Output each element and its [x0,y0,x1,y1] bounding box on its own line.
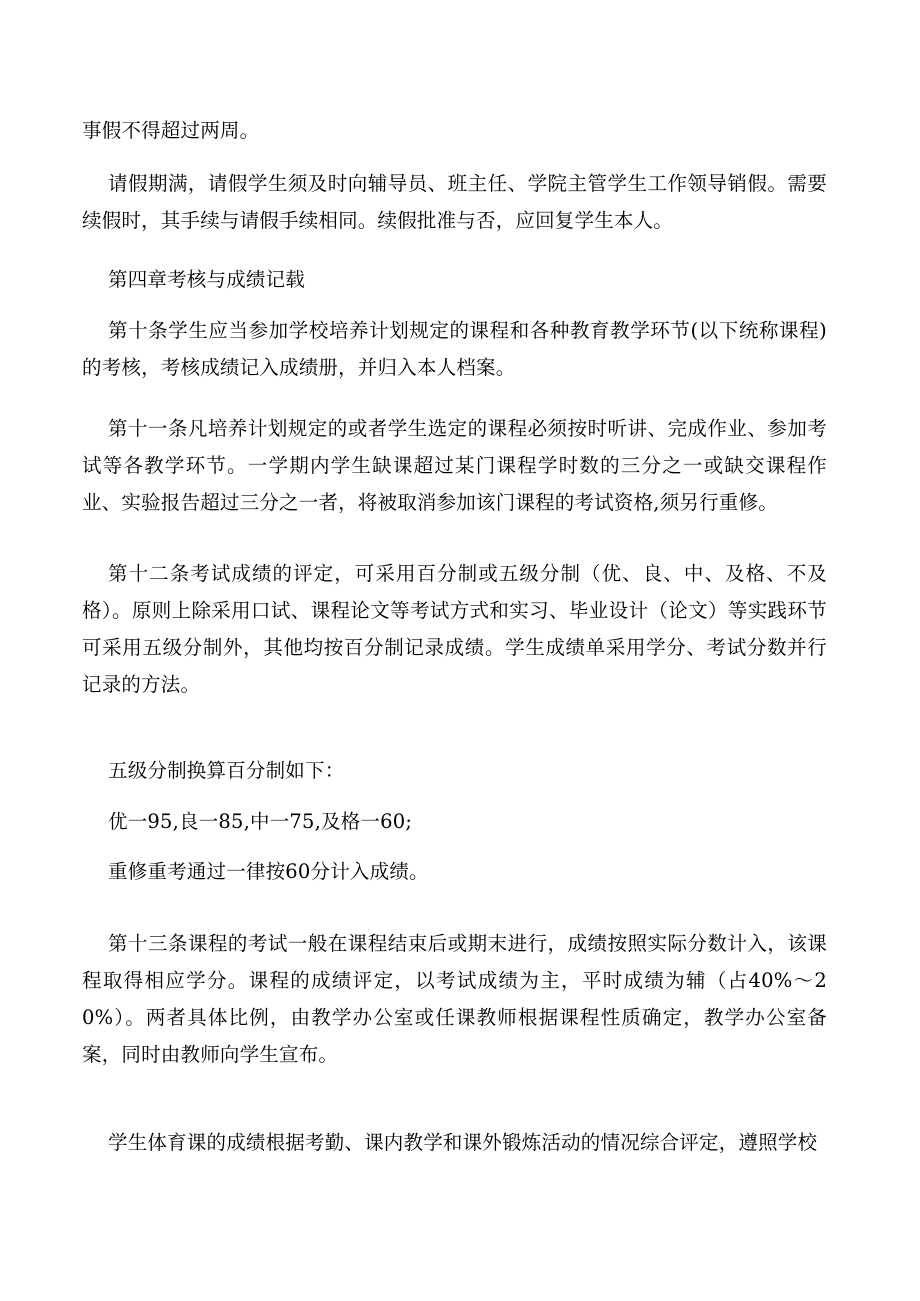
article-10: 第十条学生应当参加学校培养计划规定的课程和各种教育教学环节(以下统称课程)的考核，考核成绩记入成绩册，并归入本人档案。 [82,319,827,379]
grade-conversion-values: 优一95,良一85,中一75,及格一60; [108,810,413,833]
paragraph-leave-end: 请假期满，请假学生须及时向辅导员、班主任、学院主管学生工作领导销假。需要续假时，其手续与请假手续相同。续假批准与否，应回复学生本人。 [82,172,827,232]
article-11: 第十一条凡培养计划规定的或者学生选定的课程必须按时听讲、完成作业、参加考试等各教学环节。一学期内学生缺课超过某门课程学时数的三分之一或缺交课程作业、实验报告超过三分之一者，将被取消参加该门课程的考试资格,须另行重修。 [82,417,827,514]
article-13: 第十三条课程的考试一般在课程结束后或期末进行，成绩按照实际分数计入，该课程取得相应学分。课程的成绩评定，以考试成绩为主，平时成绩为辅（占40%～20%）。两者具体比例，由教学办公室或任课教师根据课程性质确定，教学办公室备案，同时由教师向学生宣布。 [82,932,827,1066]
pe-grade-paragraph: 学生体育课的成绩根据考勤、课内教学和课外锻炼活动的情况综合评定，遵照学校 [108,1131,818,1154]
grade-conversion-heading: 五级分制换算百分制如下： [108,759,345,782]
article-12: 第十二条考试成绩的评定，可采用百分制或五级分制（优、良、中、及格、不及格）。原则上除采用口试、课程论文等考试方式和实习、毕业设计（论文）等实践环节可采用五级分制外，其他均按百分制记录成绩。学生成绩单采用学分、考试分数并行记录的方法。 [82,562,827,696]
retake-rule: 重修重考通过一律按60分计入成绩。 [108,860,429,883]
chapter-heading: 第四章考核与成绩记载 [108,268,306,291]
paragraph-continuation: 事假不得超过两周。 [82,119,260,142]
